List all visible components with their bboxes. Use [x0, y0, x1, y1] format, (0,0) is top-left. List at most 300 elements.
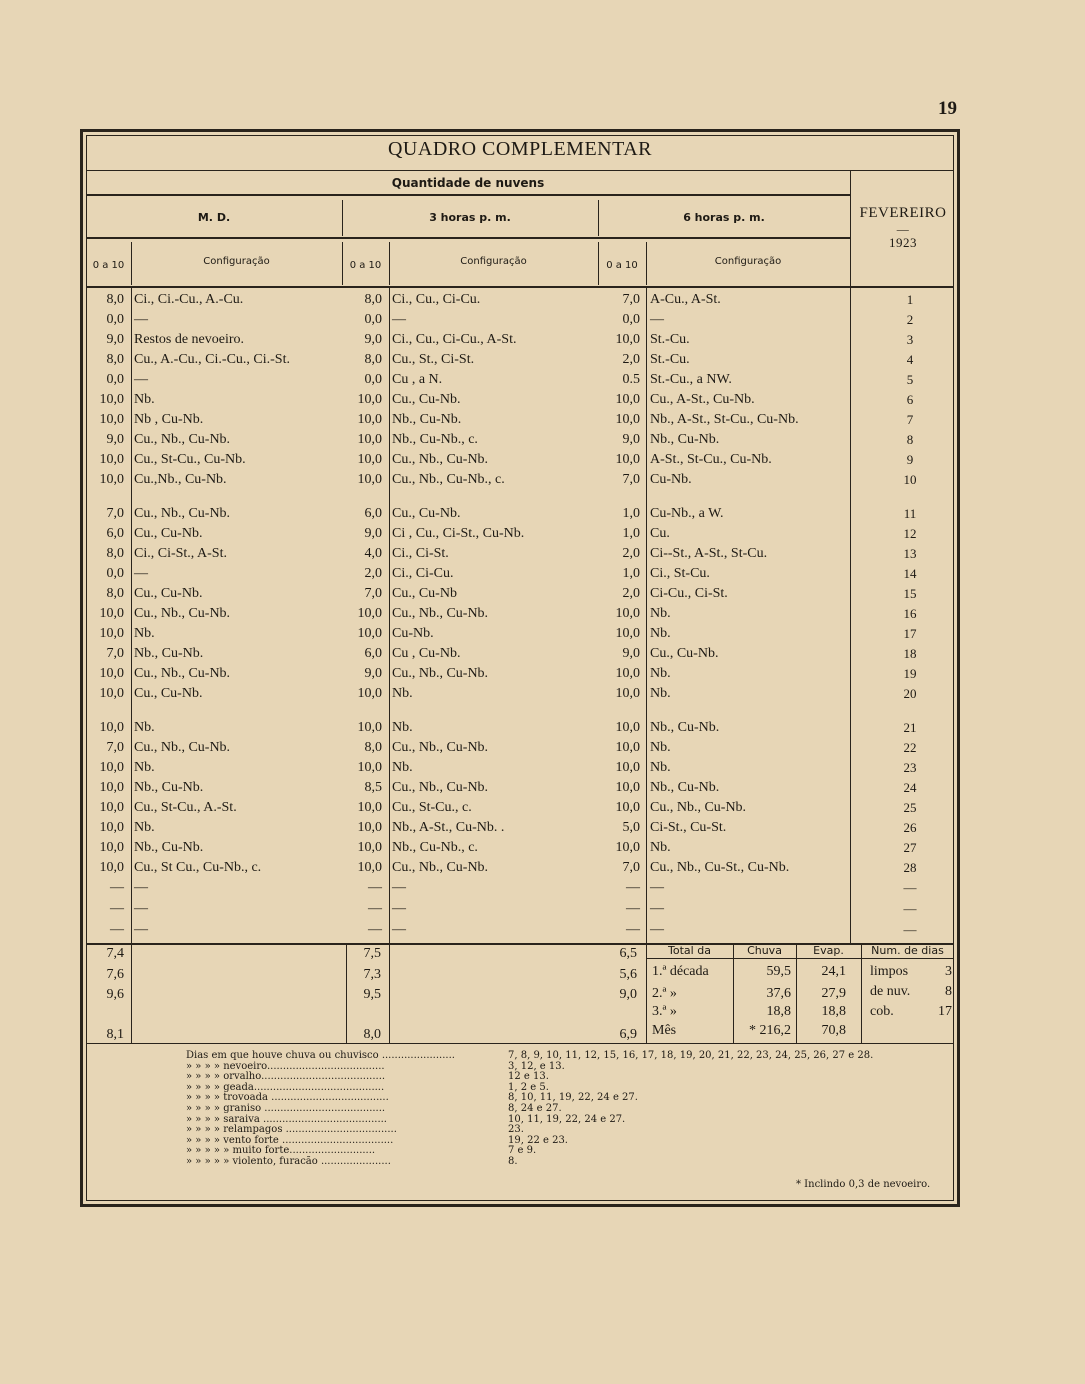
table-row	[86, 760, 954, 780]
totals-label: Mês	[652, 1023, 677, 1038]
table-row	[86, 526, 954, 546]
3pm-value: 10,0	[357, 472, 382, 487]
md-value: 7,0	[106, 740, 124, 755]
table-row	[86, 626, 954, 646]
3pm-config: Nb.	[392, 760, 413, 775]
3pm-config: Ci., Ci-St.	[392, 546, 449, 561]
day-number: 26	[903, 820, 917, 835]
3pm-config: Cu., Nb., Cu-Nb.	[392, 666, 489, 681]
table-row	[86, 412, 954, 432]
3pm-config: Cu., Cu-Nb.	[392, 392, 461, 407]
md-value: 10,0	[99, 760, 124, 775]
day-number: —	[903, 922, 917, 937]
3pm-config: —	[392, 880, 406, 895]
6pm-config: Cu-Nb., a W.	[650, 506, 724, 521]
table-row	[86, 740, 954, 760]
6pm-value: 10,0	[615, 800, 640, 815]
day-number: 16	[903, 606, 917, 621]
day-number: 13	[903, 546, 917, 561]
table-row	[86, 860, 954, 880]
divider	[86, 286, 954, 288]
md-config: Cu., Nb., Cu-Nb.	[134, 740, 231, 755]
6pm-value: 9,0	[622, 646, 640, 661]
average-md: 7,6	[106, 967, 124, 982]
column-divider	[389, 945, 390, 1043]
md-value: —	[110, 922, 124, 937]
6pm-value: —	[626, 901, 640, 916]
3pm-config: Nb., A-St., Cu-Nb. .	[392, 820, 505, 835]
md-value: 9,0	[106, 332, 124, 347]
6pm-value: 10,0	[615, 412, 640, 427]
3pm-config: Nb., Cu-Nb.	[392, 412, 462, 427]
6pm-value: 2,0	[622, 352, 640, 367]
table-row	[86, 546, 954, 566]
md-value: 10,0	[99, 412, 124, 427]
6pm-value: 1,0	[622, 566, 640, 581]
average-h3: 7,5	[363, 946, 381, 961]
3pm-value: 9,0	[364, 526, 382, 541]
3pm-config: Ci., Cu., Ci-Cu., A-St.	[392, 332, 517, 347]
3pm-value: 10,0	[357, 392, 382, 407]
footer-value: 7, 8, 9, 10, 11, 12, 15, 16, 17, 18, 19, 20, 21, 22, 23, 24, 25, 26, 27 e 28.	[508, 1050, 874, 1061]
6pm-value: 2,0	[622, 546, 640, 561]
6pm-value: 10,0	[615, 392, 640, 407]
6pm-config: Cu., A-St., Cu-Nb.	[650, 392, 755, 407]
table-row	[86, 922, 954, 942]
6pm-config: Nb., A-St., St-Cu., Cu-Nb.	[650, 412, 799, 427]
md-value: 0,0	[106, 566, 124, 581]
md-config: Cu., Nb., Cu-Nb.	[134, 432, 231, 447]
footer-label: » » » » geada.........................................	[186, 1081, 385, 1093]
day-number: 1	[906, 292, 914, 307]
6pm-config: Nb.	[650, 606, 671, 621]
6pm-config: Cu., Nb., Cu-Nb.	[650, 800, 747, 815]
3pm-value: 6,0	[364, 646, 382, 661]
totals-header-total: Total da	[668, 944, 711, 957]
3pm-value: 10,0	[357, 626, 382, 641]
3pm-config: Ci , Cu., Ci-St., Cu-Nb.	[392, 526, 525, 541]
day-number: 27	[903, 840, 917, 855]
6pm-config: Ci., St-Cu.	[650, 566, 710, 581]
footer-value: 10, 11, 19, 22, 24 e 27.	[508, 1113, 626, 1125]
day-number: 4	[906, 352, 914, 367]
md-value: 10,0	[99, 860, 124, 875]
3pm-value: 2,0	[364, 566, 382, 581]
day-number: 9	[906, 452, 914, 467]
footer-value: 7 e 9.	[508, 1145, 537, 1157]
col-scale: 0 a 10	[606, 260, 638, 271]
3pm-config: Nb., Cu-Nb., c.	[392, 840, 478, 855]
6pm-config: St.-Cu.	[650, 332, 690, 347]
md-config: —	[134, 372, 148, 387]
average-h3: 8,0	[363, 1027, 381, 1042]
table-row	[86, 666, 954, 686]
footer-label: » » » » relampagos ...................................	[186, 1124, 397, 1136]
average-h6: 6,9	[619, 1027, 637, 1042]
totals-evap: 18,8	[821, 1004, 846, 1019]
3pm-value: 10,0	[357, 800, 382, 815]
md-value: 6,0	[106, 526, 124, 541]
3pm-value: 8,0	[364, 740, 382, 755]
md-config: Nb.	[134, 760, 155, 775]
totals-chuva: 37,6	[766, 986, 791, 1001]
col-scale: 0 a 10	[92, 260, 125, 271]
6pm-config: —	[650, 880, 664, 895]
6pm-value: 10,0	[615, 666, 640, 681]
totals-header-num: Num. de dias	[871, 944, 944, 957]
table-row	[86, 332, 954, 352]
table-row	[86, 432, 954, 452]
days-value: 3	[945, 964, 952, 979]
table-row	[86, 686, 954, 706]
footer-label: » » » » nevoeiro.....................................	[186, 1060, 385, 1072]
6pm-config: Nb., Cu-Nb.	[650, 720, 720, 735]
average-h6: 5,6	[619, 967, 637, 982]
footer-value: 12 e 13.	[508, 1071, 549, 1083]
table-row	[86, 506, 954, 526]
md-config: Cu., St-Cu., A.-St.	[134, 800, 237, 815]
day-number: 28	[903, 860, 917, 875]
divider	[86, 170, 954, 171]
3pm-value: 9,0	[364, 332, 382, 347]
6pm-value: 10,0	[615, 840, 640, 855]
days-label: cob.	[870, 1004, 894, 1019]
6pm-config: Ci--St., A-St., St-Cu.	[650, 546, 768, 561]
3pm-config: Ci., Cu., Ci-Cu.	[392, 292, 481, 307]
table-row	[86, 452, 954, 472]
totals-evap: 24,1	[821, 964, 846, 979]
md-config: Cu.,Nb., Cu-Nb.	[134, 472, 227, 487]
days-value: 8	[945, 984, 952, 999]
md-value: 0,0	[106, 312, 124, 327]
quantity-heading: Quantidade de nuvens	[391, 176, 545, 190]
3pm-config: Cu., St-Cu., c.	[392, 800, 472, 815]
md-config: Nb.	[134, 392, 155, 407]
3pm-config: Cu., Cu-Nb	[392, 586, 457, 601]
6pm-value: 10,0	[615, 760, 640, 775]
md-config: Cu., Cu-Nb.	[134, 586, 203, 601]
table-row	[86, 352, 954, 372]
3pm-config: —	[392, 922, 406, 937]
3pm-config: Cu., St., Ci-St.	[392, 352, 475, 367]
6pm-config: Nb.	[650, 626, 671, 641]
day-number: 20	[903, 686, 917, 701]
3pm-config: Cu , a N.	[392, 372, 443, 387]
footer-label: » » » » saraiva .......................................	[186, 1113, 387, 1125]
md-value: 10,0	[99, 800, 124, 815]
day-number: 14	[903, 566, 917, 581]
day-number: 2	[906, 312, 914, 327]
footer-label: Dias em que houve chuva ou chuvisco .......................	[186, 1050, 455, 1061]
md-config: Cu., Nb., Cu-Nb.	[134, 506, 231, 521]
6pm-config: Nb.	[650, 686, 671, 701]
totals-header-evap: Evap.	[813, 944, 844, 957]
md-value: 7,0	[106, 646, 124, 661]
divider	[86, 194, 850, 196]
table-row	[86, 800, 954, 820]
md-config: Nb , Cu-Nb.	[134, 412, 204, 427]
md-config: Cu., Nb., Cu-Nb.	[134, 606, 231, 621]
table-row	[86, 901, 954, 921]
6pm-value: 10,0	[615, 332, 640, 347]
footer-value: 3, 12, e 13.	[508, 1060, 565, 1072]
md-config: Cu., Nb., Cu-Nb.	[134, 666, 231, 681]
average-h6: 9,0	[619, 987, 637, 1002]
totals-label: 2.ª »	[652, 986, 677, 1001]
md-config: —	[134, 922, 148, 937]
column-divider	[131, 945, 132, 1043]
table-row	[86, 780, 954, 800]
month-label: FEVEREIRO	[859, 205, 947, 221]
table-row	[86, 372, 954, 392]
footer-value: 23.	[508, 1124, 524, 1136]
day-number: 25	[903, 800, 917, 815]
table-row	[86, 880, 954, 900]
6pm-value: 1,0	[622, 526, 640, 541]
totals-chuva: 59,5	[766, 964, 791, 979]
md-config: —	[134, 312, 148, 327]
3pm-value: —	[368, 922, 382, 937]
md-value: 10,0	[99, 686, 124, 701]
md-config: —	[134, 566, 148, 581]
table-row	[86, 820, 954, 840]
md-config: Ci., Ci.-Cu., A.-Cu.	[134, 292, 244, 307]
totals-chuva: * 216,2	[749, 1023, 791, 1038]
md-value: 9,0	[106, 432, 124, 447]
day-number: 22	[903, 740, 917, 755]
md-config: Nb., Cu-Nb.	[134, 780, 204, 795]
footer-label: » » » » orvalho.......................................	[186, 1071, 386, 1083]
6pm-config: Cu., Nb., Cu-St., Cu-Nb.	[650, 860, 790, 875]
day-number: 12	[903, 526, 917, 541]
table-row	[86, 646, 954, 666]
6pm-value: 10,0	[615, 452, 640, 467]
3pm-value: 0,0	[364, 312, 382, 327]
6pm-config: Nb.	[650, 666, 671, 681]
md-value: 10,0	[99, 666, 124, 681]
days-label: limpos	[870, 964, 909, 979]
md-value: 10,0	[99, 472, 124, 487]
totals-evap: 27,9	[821, 986, 846, 1001]
6pm-value: 10,0	[615, 740, 640, 755]
md-value: 0,0	[106, 372, 124, 387]
footer-value: 19, 22 e 23.	[508, 1134, 568, 1146]
6pm-value: 5,0	[622, 820, 640, 835]
day-number: 23	[903, 760, 917, 775]
3pm-config: Cu., Nb., Cu-Nb.	[392, 606, 489, 621]
3pm-config: Cu-Nb.	[392, 626, 434, 641]
group-md: M. D.	[197, 211, 231, 224]
table-row	[86, 720, 954, 740]
average-md: 9,6	[106, 987, 124, 1002]
6pm-config: Nb., Cu-Nb.	[650, 432, 720, 447]
footer-label: » » » » » muito forte...........................	[186, 1145, 376, 1157]
footer-value: 8.	[508, 1156, 518, 1167]
3pm-value: 10,0	[357, 412, 382, 427]
footer-label: » » » » trovoada .....................................	[186, 1092, 389, 1104]
md-value: 10,0	[99, 820, 124, 835]
md-value: —	[110, 901, 124, 916]
3pm-value: —	[368, 880, 382, 895]
3pm-value: 8,5	[364, 780, 382, 795]
3pm-value: 10,0	[357, 452, 382, 467]
average-h3: 7,3	[363, 967, 381, 982]
6pm-config: —	[650, 922, 664, 937]
divider	[646, 958, 954, 959]
3pm-config: Ci., Ci-Cu.	[392, 566, 454, 581]
6pm-config: A-Cu., A-St.	[650, 292, 721, 307]
6pm-value: —	[626, 880, 640, 895]
table-row	[86, 392, 954, 412]
3pm-config: Cu., Nb., Cu-Nb.	[392, 860, 489, 875]
6pm-value: —	[626, 922, 640, 937]
6pm-value: 2,0	[622, 586, 640, 601]
6pm-config: Nb.	[650, 760, 671, 775]
3pm-value: 10,0	[357, 606, 382, 621]
day-number: —	[903, 901, 917, 916]
totals-evap: 70,8	[821, 1023, 846, 1038]
table-row	[86, 292, 954, 312]
totals-header-chuva: Chuva	[747, 944, 782, 957]
3pm-config: —	[392, 901, 406, 916]
6pm-value: 9,0	[622, 432, 640, 447]
md-config: —	[134, 901, 148, 916]
col-scale: 0 a 10	[349, 260, 382, 271]
6pm-config: Cu.	[650, 526, 670, 541]
md-config: Cu., A.-Cu., Ci.-Cu., Ci.-St.	[134, 352, 290, 367]
3pm-value: 10,0	[357, 820, 382, 835]
3pm-value: 10,0	[357, 720, 382, 735]
3pm-config: Cu , Cu-Nb.	[392, 646, 461, 661]
table-row	[86, 840, 954, 860]
column-divider	[861, 945, 862, 1043]
footer-label: » » » » vento forte ...................................	[186, 1134, 394, 1146]
6pm-value: 0.5	[622, 372, 640, 387]
6pm-config: A-St., St-Cu., Cu-Nb.	[650, 452, 772, 467]
day-number: 5	[906, 372, 914, 387]
table-row	[86, 566, 954, 586]
days-value: 17	[938, 1004, 952, 1019]
day-number: 17	[903, 626, 917, 641]
md-value: 10,0	[99, 452, 124, 467]
md-config: Nb., Cu-Nb.	[134, 840, 204, 855]
6pm-config: St.-Cu.	[650, 352, 690, 367]
3pm-value: 10,0	[357, 840, 382, 855]
md-config: Ci., Ci-St., A-St.	[134, 546, 227, 561]
totals-chuva: 18,8	[766, 1004, 791, 1019]
3pm-value: 6,0	[364, 506, 382, 521]
6pm-config: Ci-St., Cu-St.	[650, 820, 727, 835]
md-config: Nb.	[134, 720, 155, 735]
footer-value: 8, 24 e 27.	[508, 1103, 562, 1114]
md-config: Nb.	[134, 820, 155, 835]
md-value: 8,0	[106, 546, 124, 561]
year-label: 1923	[889, 235, 917, 250]
md-config: Restos de nevoeiro.	[134, 332, 245, 347]
6pm-value: 10,0	[615, 686, 640, 701]
6pm-value: 7,0	[622, 292, 640, 307]
totals-label: 3.ª »	[652, 1004, 677, 1019]
3pm-config: Cu., Cu-Nb.	[392, 506, 461, 521]
md-value: 10,0	[99, 606, 124, 621]
md-value: 7,0	[106, 506, 124, 521]
footer-label: » » » » » violento, furacão ......................	[186, 1156, 391, 1167]
md-value: 8,0	[106, 292, 124, 307]
3pm-value: 7,0	[364, 586, 382, 601]
footer-label: » » » » graniso ......................................	[186, 1103, 386, 1114]
md-value: 10,0	[99, 780, 124, 795]
3pm-config: —	[392, 312, 406, 327]
divider	[86, 1043, 954, 1044]
3pm-value: —	[368, 901, 382, 916]
day-number: 18	[903, 646, 917, 661]
md-config: Nb.	[134, 626, 155, 641]
group-6pm: 6 horas p. m.	[683, 211, 765, 224]
day-number: 10	[903, 472, 917, 487]
table-row	[86, 472, 954, 492]
6pm-config: Cu-Nb.	[650, 472, 692, 487]
md-value: —	[110, 880, 124, 895]
average-h3: 9,5	[363, 987, 381, 1002]
3pm-config: Cu., Nb., Cu-Nb.	[392, 740, 489, 755]
3pm-config: Cu., Nb., Cu-Nb.	[392, 780, 489, 795]
md-value: 10,0	[99, 626, 124, 641]
col-config: Configuração	[460, 256, 527, 267]
day-number: 8	[906, 432, 914, 447]
year-dash: —	[896, 222, 910, 236]
6pm-value: 10,0	[615, 626, 640, 641]
table-row	[86, 586, 954, 606]
average-md: 7,4	[106, 946, 124, 961]
3pm-value: 10,0	[357, 686, 382, 701]
day-number: 7	[906, 412, 914, 427]
footer-value: 8, 10, 11, 19, 22, 24 e 27.	[508, 1092, 638, 1104]
6pm-value: 10,0	[615, 720, 640, 735]
day-number: 6	[906, 392, 914, 407]
col-config: Configuração	[203, 256, 270, 267]
6pm-value: 7,0	[622, 472, 640, 487]
md-value: 10,0	[99, 392, 124, 407]
table-row	[86, 312, 954, 332]
6pm-config: —	[650, 312, 664, 327]
day-number: 11	[903, 506, 917, 521]
day-number: 24	[903, 780, 917, 795]
divider	[86, 237, 850, 239]
average-md: 8,1	[106, 1027, 124, 1042]
average-h6: 6,5	[619, 946, 637, 961]
6pm-config: Nb., Cu-Nb.	[650, 780, 720, 795]
6pm-value: 0,0	[622, 312, 640, 327]
6pm-config: Ci-Cu., Ci-St.	[650, 586, 728, 601]
6pm-config: Nb.	[650, 840, 671, 855]
3pm-value: 10,0	[357, 860, 382, 875]
table-row	[86, 606, 954, 626]
md-value: 10,0	[99, 840, 124, 855]
6pm-value: 10,0	[615, 780, 640, 795]
3pm-config: Nb., Cu-Nb., c.	[392, 432, 478, 447]
days-label: de nuv.	[870, 984, 911, 999]
3pm-config: Nb.	[392, 686, 413, 701]
col-config: Configuração	[714, 256, 782, 267]
md-config: Cu., St Cu., Cu-Nb., c.	[134, 860, 262, 875]
6pm-config: Cu., Cu-Nb.	[650, 646, 719, 661]
md-config: —	[134, 880, 148, 895]
totals-label: 1.ª década	[652, 964, 709, 979]
3pm-value: 10,0	[357, 432, 382, 447]
table-title: QUADRO COMPLEMENTAR	[387, 138, 653, 160]
page-number: 19	[938, 98, 957, 119]
md-config: Cu., St-Cu., Cu-Nb.	[134, 452, 246, 467]
